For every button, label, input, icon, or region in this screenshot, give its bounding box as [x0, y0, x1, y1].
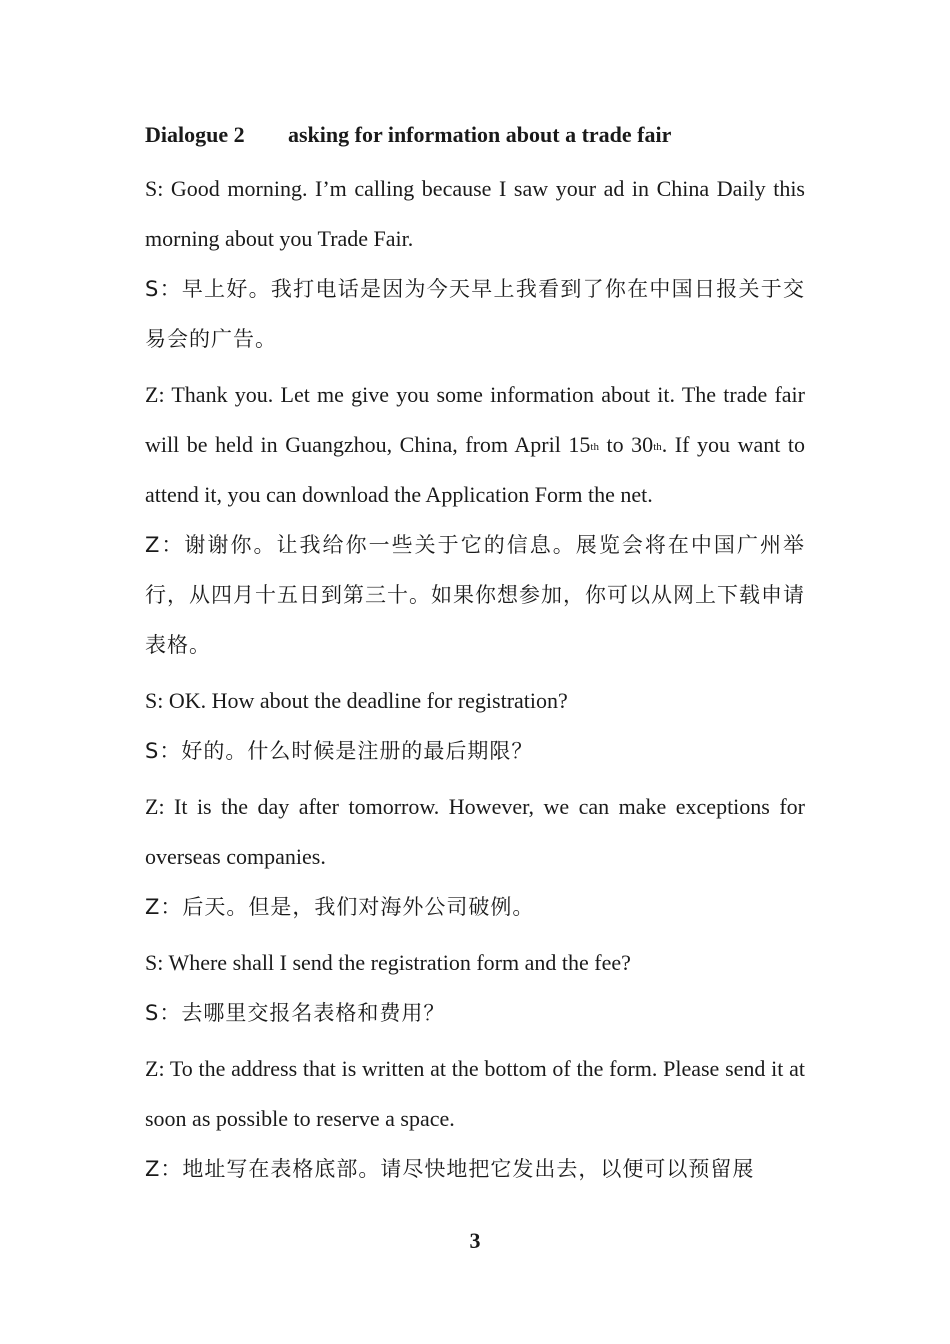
line-s3-en: S: Where shall I send the registration form and the fee?: [145, 950, 631, 975]
ordinal-suffix: th: [590, 441, 599, 453]
dialogue-heading: [145, 118, 805, 152]
line-s1-en: S: Good morning. I’m calling because I saw your ad in China Daily this morning about you Trade Fair.: [145, 176, 805, 251]
line-z1-en: [145, 370, 805, 520]
dialogue-title: asking for information about a trade fair: [288, 122, 672, 147]
line-z1-en-part-c: . If you want to attend it, you can download the Application Form the net.: [145, 432, 806, 507]
line-s1-zh: S：早上好。我打电话是因为今天早上我看到了你在中国日报关于交易会的广告。: [145, 277, 805, 351]
ordinal-suffix: th: [653, 441, 662, 453]
line-z2-zh: Z：后天。但是，我们对海外公司破例。: [145, 895, 535, 919]
document-body: [145, 118, 805, 1200]
dialogue-label: Dialogue 2: [145, 122, 245, 147]
page-number: 3: [469, 1228, 481, 1253]
line-s2-en: S: OK. How about the deadline for registration?: [145, 688, 568, 713]
line-z3-zh: Z：地址写在表格底部。请尽快地把它发出去，以便可以预留展: [145, 1157, 755, 1181]
line-z1-zh: Z：谢谢你。让我给你一些关于它的信息。展览会将在中国广州举行，从四月十五日到第三十。如果你想参加，你可以从网上下载申请表格。: [145, 533, 805, 657]
line-z3-en: Z: To the address that is written at the bottom of the form. Please send it at soon as possible to reserve a space.: [145, 1056, 805, 1131]
line-s3-zh: S：去哪里交报名表格和费用？: [145, 1001, 446, 1025]
line-z1-en-part-a: Z: Thank you. Let me give you some information about it. The trade fair will be held in Guangzhou, China, from April 15: [145, 382, 805, 457]
line-z1-en-part-b: to 30: [598, 432, 654, 457]
line-z2-en: Z: It is the day after tomorrow. However, we can make exceptions for overseas companies.: [145, 794, 805, 869]
line-s2-zh: S：好的。什么时候是注册的最后期限？: [145, 739, 534, 763]
